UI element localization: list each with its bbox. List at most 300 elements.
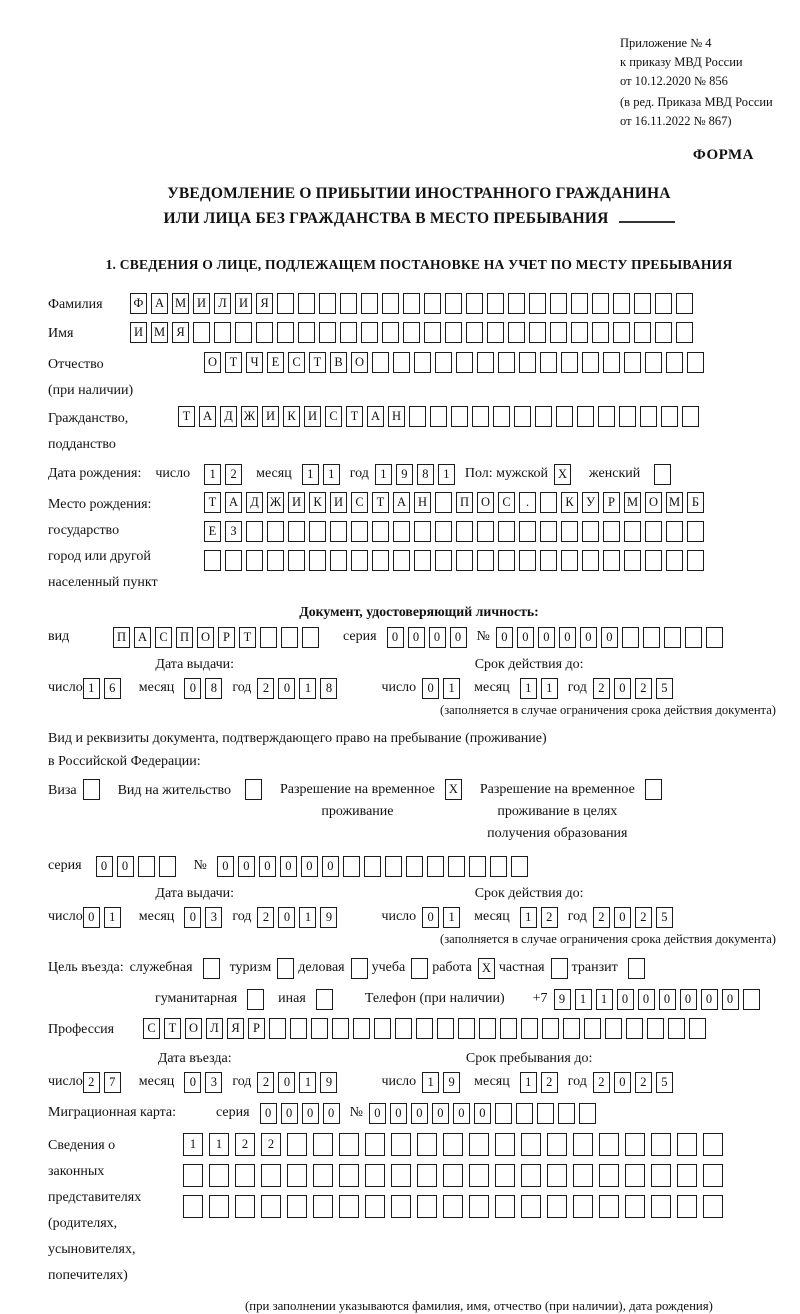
char-box[interactable] xyxy=(603,550,620,571)
char-box[interactable] xyxy=(550,293,567,314)
char-box[interactable]: 0 xyxy=(259,856,276,877)
char-box[interactable]: 0 xyxy=(474,1103,491,1124)
char-box[interactable] xyxy=(677,1195,697,1218)
char-box[interactable] xyxy=(235,1164,255,1187)
char-box[interactable]: Д xyxy=(246,492,263,513)
char-box[interactable] xyxy=(625,1164,645,1187)
char-box[interactable]: 0 xyxy=(117,856,134,877)
char-box[interactable] xyxy=(302,627,319,648)
char-box[interactable]: 6 xyxy=(104,678,121,699)
char-box[interactable] xyxy=(477,521,494,542)
char-box[interactable] xyxy=(582,352,599,373)
char-box[interactable] xyxy=(599,1164,619,1187)
char-box[interactable]: А xyxy=(393,492,410,513)
char-box[interactable]: 8 xyxy=(205,678,222,699)
char-box[interactable] xyxy=(634,322,651,343)
char-box[interactable] xyxy=(655,322,672,343)
char-box[interactable] xyxy=(547,1133,567,1156)
char-box[interactable]: 0 xyxy=(323,1103,340,1124)
char-box[interactable] xyxy=(666,352,683,373)
char-box[interactable]: 1 xyxy=(575,989,592,1010)
char-box[interactable] xyxy=(351,550,368,571)
char-box[interactable] xyxy=(339,1133,359,1156)
char-box[interactable] xyxy=(424,322,441,343)
char-box[interactable] xyxy=(313,1133,333,1156)
char-box[interactable]: 0 xyxy=(580,627,597,648)
char-box[interactable]: 9 xyxy=(554,989,571,1010)
char-box[interactable]: Л xyxy=(214,293,231,314)
char-box[interactable] xyxy=(469,1195,489,1218)
char-box[interactable] xyxy=(261,1195,281,1218)
char-box[interactable] xyxy=(267,521,284,542)
char-box[interactable] xyxy=(466,322,483,343)
char-box[interactable] xyxy=(435,550,452,571)
char-box[interactable] xyxy=(364,856,381,877)
char-box[interactable]: 0 xyxy=(450,627,467,648)
char-box[interactable] xyxy=(676,293,693,314)
char-box[interactable] xyxy=(372,550,389,571)
char-box[interactable]: 1 xyxy=(302,464,319,485)
char-box[interactable] xyxy=(537,1103,554,1124)
char-box[interactable] xyxy=(414,521,431,542)
char-box[interactable]: 1 xyxy=(209,1133,229,1156)
char-box[interactable] xyxy=(343,856,360,877)
char-box[interactable]: К xyxy=(283,406,300,427)
char-box[interactable] xyxy=(542,1018,559,1039)
char-box[interactable] xyxy=(319,322,336,343)
char-box[interactable]: 1 xyxy=(443,907,460,928)
char-box[interactable]: 2 xyxy=(257,678,274,699)
char-box[interactable]: . xyxy=(519,492,536,513)
char-box[interactable] xyxy=(456,521,473,542)
char-box[interactable]: П xyxy=(456,492,473,513)
char-box[interactable] xyxy=(193,322,210,343)
char-box[interactable] xyxy=(603,521,620,542)
char-box[interactable]: 0 xyxy=(601,627,618,648)
char-box[interactable]: 1 xyxy=(83,678,100,699)
char-box[interactable] xyxy=(508,322,525,343)
char-box[interactable]: 0 xyxy=(369,1103,386,1124)
char-box[interactable]: 3 xyxy=(205,1072,222,1093)
char-box[interactable]: Е xyxy=(204,521,221,542)
char-box[interactable]: 8 xyxy=(417,464,434,485)
char-box[interactable]: 0 xyxy=(538,627,555,648)
char-box[interactable]: М xyxy=(666,492,683,513)
char-box[interactable]: 1 xyxy=(299,1072,316,1093)
char-box[interactable]: 1 xyxy=(299,907,316,928)
char-box[interactable] xyxy=(456,550,473,571)
char-box[interactable]: Т xyxy=(225,352,242,373)
char-box[interactable]: Т xyxy=(204,492,221,513)
char-box[interactable] xyxy=(514,406,531,427)
char-box[interactable] xyxy=(677,1164,697,1187)
char-box[interactable]: 0 xyxy=(422,907,439,928)
char-box[interactable]: З xyxy=(225,521,242,542)
char-box[interactable]: Н xyxy=(414,492,431,513)
char-box[interactable]: 0 xyxy=(617,989,634,1010)
char-box[interactable]: 9 xyxy=(320,1072,337,1093)
char-box[interactable]: 1 xyxy=(422,1072,439,1093)
char-box[interactable] xyxy=(393,352,410,373)
char-box[interactable]: А xyxy=(151,293,168,314)
char-box[interactable]: 0 xyxy=(390,1103,407,1124)
char-box[interactable] xyxy=(689,1018,706,1039)
char-box[interactable] xyxy=(508,293,525,314)
char-box[interactable]: Т xyxy=(178,406,195,427)
char-box[interactable] xyxy=(743,989,760,1010)
char-box[interactable]: 2 xyxy=(635,1072,652,1093)
char-box[interactable] xyxy=(353,1018,370,1039)
char-box[interactable]: Т xyxy=(309,352,326,373)
char-box[interactable] xyxy=(622,627,639,648)
char-box[interactable]: А xyxy=(367,406,384,427)
char-box[interactable] xyxy=(287,1164,307,1187)
char-box[interactable]: И xyxy=(330,492,347,513)
char-box[interactable]: Т xyxy=(164,1018,181,1039)
char-box[interactable] xyxy=(469,1164,489,1187)
char-box[interactable] xyxy=(550,322,567,343)
char-box[interactable] xyxy=(443,1133,463,1156)
char-box[interactable] xyxy=(319,293,336,314)
char-box[interactable] xyxy=(605,1018,622,1039)
char-box[interactable]: 0 xyxy=(659,989,676,1010)
char-box[interactable] xyxy=(519,352,536,373)
char-box[interactable]: 1 xyxy=(520,907,537,928)
char-box[interactable] xyxy=(703,1164,723,1187)
char-box[interactable] xyxy=(288,521,305,542)
char-box[interactable]: X xyxy=(554,464,571,485)
char-box[interactable] xyxy=(339,1195,359,1218)
char-box[interactable] xyxy=(703,1195,723,1218)
char-box[interactable]: И xyxy=(130,322,147,343)
char-box[interactable] xyxy=(414,550,431,571)
char-box[interactable]: 9 xyxy=(320,907,337,928)
char-box[interactable]: 5 xyxy=(656,907,673,928)
char-box[interactable] xyxy=(592,293,609,314)
char-box[interactable]: 0 xyxy=(322,856,339,877)
char-box[interactable]: С xyxy=(325,406,342,427)
char-box[interactable]: М xyxy=(624,492,641,513)
char-box[interactable] xyxy=(435,492,452,513)
char-box[interactable]: 0 xyxy=(302,1103,319,1124)
char-box[interactable] xyxy=(374,1018,391,1039)
char-box[interactable]: 0 xyxy=(432,1103,449,1124)
char-box[interactable] xyxy=(625,1133,645,1156)
char-box[interactable] xyxy=(643,627,660,648)
char-box[interactable]: С xyxy=(288,352,305,373)
char-box[interactable]: 2 xyxy=(225,464,242,485)
char-box[interactable] xyxy=(495,1133,515,1156)
char-box[interactable]: И xyxy=(193,293,210,314)
char-box[interactable]: Я xyxy=(227,1018,244,1039)
char-box[interactable] xyxy=(490,856,507,877)
char-box[interactable] xyxy=(645,352,662,373)
char-box[interactable] xyxy=(624,550,641,571)
char-box[interactable] xyxy=(313,1164,333,1187)
char-box[interactable] xyxy=(214,322,231,343)
char-box[interactable]: 0 xyxy=(184,907,201,928)
char-box[interactable] xyxy=(664,627,681,648)
char-box[interactable] xyxy=(519,521,536,542)
char-box[interactable]: О xyxy=(477,492,494,513)
char-box[interactable]: 0 xyxy=(280,856,297,877)
char-box[interactable]: 2 xyxy=(235,1133,255,1156)
char-box[interactable] xyxy=(340,322,357,343)
char-box[interactable] xyxy=(365,1133,385,1156)
char-box[interactable]: 1 xyxy=(541,678,558,699)
char-box[interactable] xyxy=(313,1195,333,1218)
char-box[interactable] xyxy=(183,1195,203,1218)
char-box[interactable] xyxy=(613,322,630,343)
char-box[interactable] xyxy=(628,958,645,979)
char-box[interactable]: Я xyxy=(172,322,189,343)
char-box[interactable]: 2 xyxy=(261,1133,281,1156)
char-box[interactable] xyxy=(382,322,399,343)
char-box[interactable] xyxy=(703,1133,723,1156)
char-box[interactable] xyxy=(521,1133,541,1156)
char-box[interactable]: А xyxy=(134,627,151,648)
char-box[interactable]: 2 xyxy=(635,907,652,928)
char-box[interactable] xyxy=(498,521,515,542)
char-box[interactable] xyxy=(487,293,504,314)
char-box[interactable] xyxy=(451,406,468,427)
char-box[interactable] xyxy=(466,293,483,314)
char-box[interactable]: М xyxy=(172,293,189,314)
char-box[interactable] xyxy=(540,492,557,513)
char-box[interactable]: 0 xyxy=(496,627,513,648)
char-box[interactable] xyxy=(409,406,426,427)
char-box[interactable] xyxy=(159,856,176,877)
char-box[interactable] xyxy=(624,521,641,542)
char-box[interactable] xyxy=(651,1133,671,1156)
char-box[interactable] xyxy=(685,627,702,648)
char-box[interactable] xyxy=(487,322,504,343)
char-box[interactable] xyxy=(430,406,447,427)
char-box[interactable] xyxy=(668,1018,685,1039)
char-box[interactable] xyxy=(687,521,704,542)
char-box[interactable]: 2 xyxy=(257,907,274,928)
char-box[interactable]: П xyxy=(176,627,193,648)
char-box[interactable]: 0 xyxy=(429,627,446,648)
char-box[interactable]: X xyxy=(478,958,495,979)
char-box[interactable] xyxy=(287,1195,307,1218)
char-box[interactable]: 0 xyxy=(638,989,655,1010)
char-box[interactable]: Ф xyxy=(130,293,147,314)
char-box[interactable] xyxy=(651,1195,671,1218)
char-box[interactable] xyxy=(540,352,557,373)
char-box[interactable] xyxy=(561,352,578,373)
char-box[interactable] xyxy=(332,1018,349,1039)
char-box[interactable] xyxy=(417,1133,437,1156)
char-box[interactable] xyxy=(472,406,489,427)
char-box[interactable]: 1 xyxy=(596,989,613,1010)
char-box[interactable] xyxy=(443,1195,463,1218)
char-box[interactable] xyxy=(651,1164,671,1187)
char-box[interactable] xyxy=(519,550,536,571)
char-box[interactable]: 0 xyxy=(83,907,100,928)
char-box[interactable] xyxy=(624,352,641,373)
char-box[interactable] xyxy=(495,1164,515,1187)
char-box[interactable] xyxy=(269,1018,286,1039)
char-box[interactable]: 2 xyxy=(593,678,610,699)
char-box[interactable] xyxy=(654,464,671,485)
char-box[interactable] xyxy=(645,550,662,571)
char-box[interactable] xyxy=(246,550,263,571)
char-box[interactable] xyxy=(645,779,662,800)
char-box[interactable] xyxy=(247,989,264,1010)
char-box[interactable] xyxy=(579,1103,596,1124)
char-box[interactable]: 0 xyxy=(387,627,404,648)
char-box[interactable]: 1 xyxy=(323,464,340,485)
char-box[interactable] xyxy=(435,521,452,542)
char-box[interactable] xyxy=(372,521,389,542)
char-box[interactable] xyxy=(498,550,515,571)
char-box[interactable]: И xyxy=(262,406,279,427)
char-box[interactable]: О xyxy=(645,492,662,513)
char-box[interactable] xyxy=(183,1164,203,1187)
char-box[interactable]: О xyxy=(204,352,221,373)
char-box[interactable]: Ж xyxy=(267,492,284,513)
char-box[interactable] xyxy=(640,406,657,427)
char-box[interactable]: 0 xyxy=(722,989,739,1010)
char-box[interactable]: Т xyxy=(239,627,256,648)
char-box[interactable]: И xyxy=(288,492,305,513)
char-box[interactable] xyxy=(330,521,347,542)
char-box[interactable]: К xyxy=(309,492,326,513)
char-box[interactable] xyxy=(477,550,494,571)
char-box[interactable] xyxy=(529,322,546,343)
char-box[interactable] xyxy=(443,1164,463,1187)
char-box[interactable]: И xyxy=(304,406,321,427)
char-box[interactable]: 7 xyxy=(104,1072,121,1093)
char-box[interactable] xyxy=(339,1164,359,1187)
char-box[interactable] xyxy=(411,958,428,979)
char-box[interactable]: 8 xyxy=(320,678,337,699)
char-box[interactable] xyxy=(521,1164,541,1187)
char-box[interactable] xyxy=(427,856,444,877)
char-box[interactable]: П xyxy=(113,627,130,648)
char-box[interactable] xyxy=(493,406,510,427)
char-box[interactable] xyxy=(613,293,630,314)
char-box[interactable] xyxy=(582,521,599,542)
char-box[interactable] xyxy=(556,406,573,427)
char-box[interactable] xyxy=(625,1195,645,1218)
char-box[interactable] xyxy=(391,1133,411,1156)
char-box[interactable] xyxy=(246,521,263,542)
char-box[interactable]: 1 xyxy=(204,464,221,485)
char-box[interactable] xyxy=(626,1018,643,1039)
char-box[interactable] xyxy=(330,550,347,571)
char-box[interactable] xyxy=(414,352,431,373)
char-box[interactable]: 0 xyxy=(184,678,201,699)
char-box[interactable] xyxy=(521,1018,538,1039)
char-box[interactable]: С xyxy=(351,492,368,513)
char-box[interactable] xyxy=(456,352,473,373)
char-box[interactable]: 0 xyxy=(278,907,295,928)
char-box[interactable] xyxy=(372,352,389,373)
char-box[interactable] xyxy=(260,627,277,648)
char-box[interactable]: 2 xyxy=(83,1072,100,1093)
char-box[interactable] xyxy=(571,293,588,314)
char-box[interactable]: Т xyxy=(346,406,363,427)
char-box[interactable] xyxy=(393,550,410,571)
char-box[interactable]: А xyxy=(199,406,216,427)
char-box[interactable]: С xyxy=(143,1018,160,1039)
char-box[interactable]: X xyxy=(445,779,462,800)
char-box[interactable] xyxy=(403,293,420,314)
char-box[interactable]: 2 xyxy=(257,1072,274,1093)
char-box[interactable] xyxy=(603,352,620,373)
char-box[interactable] xyxy=(235,1195,255,1218)
char-box[interactable] xyxy=(592,322,609,343)
char-box[interactable] xyxy=(535,406,552,427)
char-box[interactable]: И xyxy=(235,293,252,314)
char-box[interactable]: Н xyxy=(388,406,405,427)
char-box[interactable] xyxy=(391,1195,411,1218)
char-box[interactable]: 0 xyxy=(614,907,631,928)
char-box[interactable] xyxy=(598,406,615,427)
char-box[interactable]: 0 xyxy=(517,627,534,648)
char-box[interactable] xyxy=(469,856,486,877)
char-box[interactable] xyxy=(458,1018,475,1039)
char-box[interactable] xyxy=(277,322,294,343)
char-box[interactable] xyxy=(511,856,528,877)
char-box[interactable]: 1 xyxy=(183,1133,203,1156)
char-box[interactable] xyxy=(351,958,368,979)
char-box[interactable] xyxy=(361,322,378,343)
char-box[interactable] xyxy=(687,550,704,571)
char-box[interactable] xyxy=(403,322,420,343)
char-box[interactable] xyxy=(573,1164,593,1187)
char-box[interactable] xyxy=(516,1103,533,1124)
char-box[interactable] xyxy=(309,550,326,571)
char-box[interactable]: 3 xyxy=(205,907,222,928)
char-box[interactable]: 2 xyxy=(635,678,652,699)
char-box[interactable] xyxy=(645,521,662,542)
char-box[interactable] xyxy=(676,322,693,343)
char-box[interactable]: Я xyxy=(256,293,273,314)
char-box[interactable]: 1 xyxy=(375,464,392,485)
char-box[interactable]: 0 xyxy=(260,1103,277,1124)
char-box[interactable] xyxy=(666,550,683,571)
char-box[interactable]: О xyxy=(185,1018,202,1039)
char-box[interactable] xyxy=(677,1133,697,1156)
char-box[interactable]: 1 xyxy=(520,1072,537,1093)
char-box[interactable] xyxy=(445,293,462,314)
char-box[interactable] xyxy=(417,1195,437,1218)
char-box[interactable] xyxy=(540,521,557,542)
char-box[interactable]: 9 xyxy=(443,1072,460,1093)
char-box[interactable] xyxy=(469,1133,489,1156)
char-box[interactable] xyxy=(267,550,284,571)
char-box[interactable] xyxy=(498,352,515,373)
char-box[interactable]: Ж xyxy=(241,406,258,427)
char-box[interactable]: 2 xyxy=(593,1072,610,1093)
char-box[interactable]: 2 xyxy=(541,1072,558,1093)
char-box[interactable] xyxy=(563,1018,580,1039)
char-box[interactable]: С xyxy=(155,627,172,648)
char-box[interactable]: К xyxy=(561,492,578,513)
char-box[interactable] xyxy=(561,550,578,571)
char-box[interactable]: В xyxy=(330,352,347,373)
char-box[interactable] xyxy=(547,1195,567,1218)
char-box[interactable]: 0 xyxy=(701,989,718,1010)
char-box[interactable]: Ч xyxy=(246,352,263,373)
char-box[interactable] xyxy=(500,1018,517,1039)
char-box[interactable]: 0 xyxy=(281,1103,298,1124)
char-box[interactable] xyxy=(261,1164,281,1187)
char-box[interactable] xyxy=(445,322,462,343)
